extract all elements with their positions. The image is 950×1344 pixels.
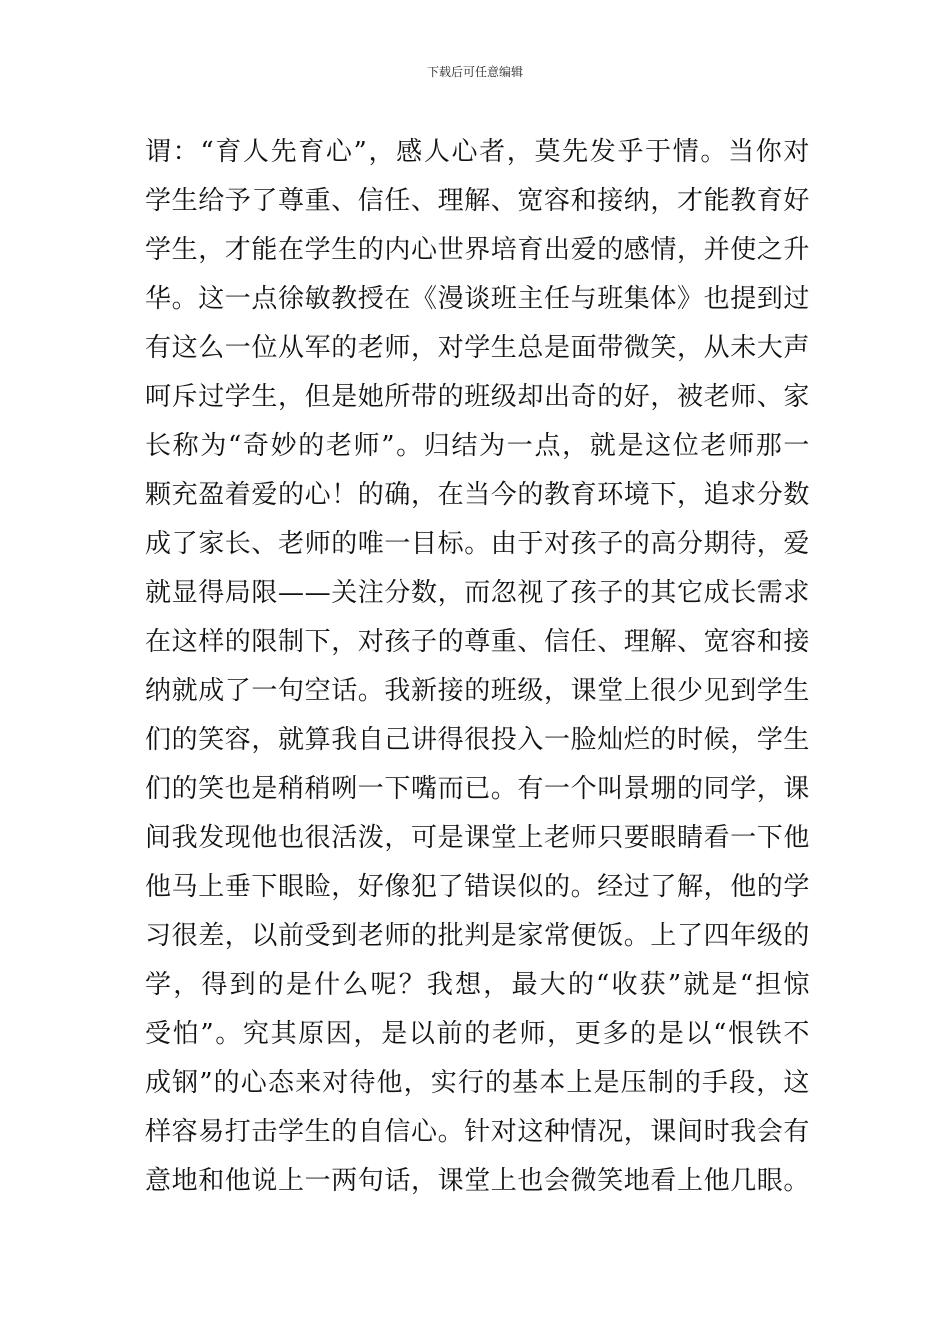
text-line: 他马上垂下眼睑，好像犯了错误似的。经过了解，他的学 [145, 872, 811, 902]
text-line: 有这么一位从军的老师，对学生总是面带微笑，从未大声 [145, 333, 811, 363]
text-line: 颗充盈着爱的心！的确，在当今的教育环境下，追求分数 [145, 480, 811, 510]
text-line: 意地和他说上一两句话，课堂上也会微笑地看上他几眼。 [145, 1166, 811, 1196]
text-line: 就显得局限——关注分数，而忽视了孩子的其它成长需求 [145, 578, 811, 608]
document-body [145, 128, 810, 1206]
text-line: 呵斥过学生，但是她所带的班级却出奇的好，被老师、家 [145, 382, 811, 412]
text-line: 华。这一点徐敏教授在《漫谈班主任与班集体》也提到过 [145, 284, 811, 314]
text-line: 学生，才能在学生的内心世界培育出爱的感情，并使之升 [145, 235, 811, 265]
text-line: 学生给予了尊重、信任、理解、宽容和接纳，才能教育好 [145, 186, 811, 216]
text-line: 间我发现他也很活泼，可是课堂上老师只要眼睛看一下他 [145, 823, 811, 853]
text-line: 们的笑容，就算我自己讲得很投入一脸灿烂的时候，学生 [145, 725, 811, 755]
text-line: 习很差，以前受到老师的批判是家常便饭。上了四年级的 [145, 921, 811, 951]
text-line: 长称为“奇妙的老师”。归结为一点，就是这位老师那一 [145, 431, 810, 461]
text-line: 纳就成了一句空话。我新接的班级，课堂上很少见到学生 [145, 676, 811, 706]
text-line: 们的笑也是稍稍咧一下嘴而已。有一个叫景堋的同学，课 [145, 774, 811, 804]
text-line: 成了家长、老师的唯一目标。由于对孩子的高分期待，爱 [145, 529, 811, 559]
text-line: 学，得到的是什么呢？我想，最大的“收获”就是“担惊 [145, 970, 810, 1000]
text-line: 成钢”的心态来对待他，实行的基本上是压制的手段，这 [145, 1068, 810, 1098]
page-header: 下载后可任意编辑 [426, 65, 523, 79]
text-line: 样容易打击学生的自信心。针对这种情况，课间时我会有 [145, 1117, 811, 1147]
text-line: 在这样的限制下，对孩子的尊重、信任、理解、宽容和接 [145, 627, 811, 657]
text-line: 受怕”。究其原因，是以前的老师，更多的是以“恨铁不 [145, 1019, 810, 1049]
text-line: 谓：“育人先育心”，感人心者，莫先发乎于情。当你对 [145, 137, 810, 167]
